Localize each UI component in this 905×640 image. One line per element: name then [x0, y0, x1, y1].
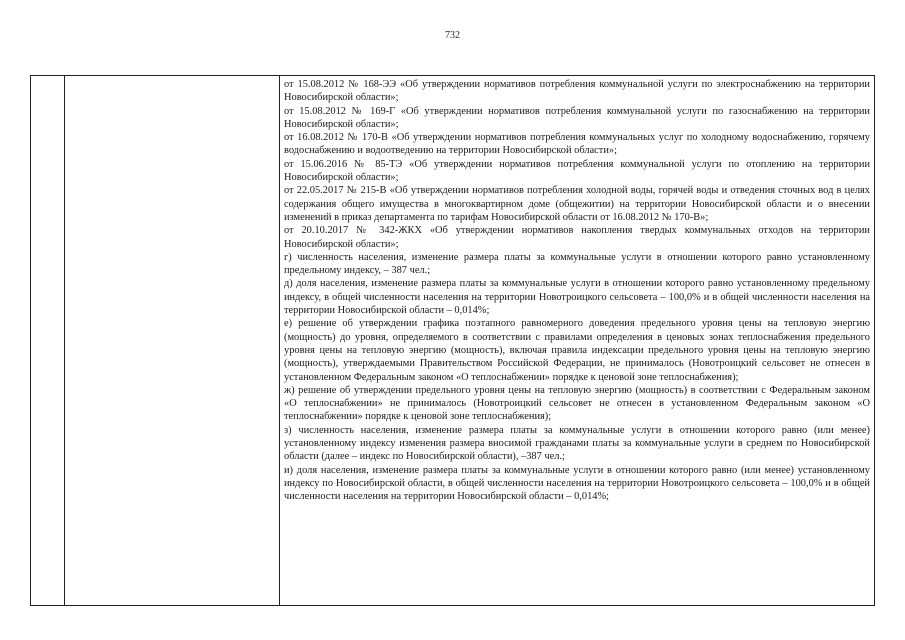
table-column-title	[65, 76, 280, 605]
table-column-content	[280, 76, 874, 605]
document-table	[30, 75, 875, 606]
paragraph: д) доля населения, изменение размера платы за коммунальные услуги в отношении которого равно установленному предельному индексу, в общей численности населения на территории Новотроицкого сельсовета – 100,0% и в общей численности населения на территории Новосибирской области – 0,014%;	[284, 278, 870, 317]
paragraph: от 15.08.2012 № 168-ЭЭ «Об утверждении нормативов потребления коммунальной услуги по электроснабжению на территории Новосибирской области»;	[284, 79, 870, 104]
paragraph: е) решение об утверждении графика поэтапного равномерного доведения предельного уровня цены на тепловую энергию (мощность) до уровня, определяемого в соответствии с правилами определения в ценовых зонах теплоснабжения предельного уровня цены на тепловую энергию (мощность), включая правила индексации предельного уровня цены на тепловую энергию (мощность), утверждаемыми Правительством Российской Федерации, не принималось (Новотроицкий сельсовет не отнесен в установленном Федеральным законом «О теплоснабжении» порядке к ценовой зоне теплоснабжения);	[284, 318, 870, 383]
paragraph: от 16.08.2012 № 170-В «Об утверждении нормативов потребления коммунальных услуг по холодному водоснабжению, горячему водоснабжению и водоотведению на территории Новосибирской области»;	[284, 132, 870, 157]
table-column-number	[31, 76, 65, 605]
paragraph: от 15.08.2012 № 169-Г «Об утверждении нормативов потребления коммунальной услуги по газоснабжению на территории Новосибирской области»;	[284, 105, 870, 130]
paragraph: з) численность населения, изменение размера платы за коммунальные услуги в отношении которого равно (или менее) установленному индексу изменения размера вносимой гражданами платы за коммунальные услуги в среднем по Новосибирской области (далее – индекс по Новосибирской области), –387 чел.;	[284, 424, 870, 463]
paragraph: от 15.06.2016 № 85-ТЭ «Об утверждении нормативов потребления коммунальной услуги по отоплению на территории Новосибирской области»;	[284, 158, 870, 184]
paragraph: от 22.05.2017 № 215-В «Об утверждении нормативов потребления холодной воды, горячей воды и отведения сточных вод в целях содержания общего имущества в многоквартирном доме (общежитии) на территории Новосибирской области и о внесении изменений в приказ департамента по тарифам Новосибирской области от 16.08.2012 № 170-В»;	[284, 185, 870, 223]
paragraph: от 20.10.2017 № 342-ЖКХ «Об утверждении нормативов накопления твердых коммунальных отходов на территории Новосибирской области»;	[284, 225, 870, 250]
paragraph: г) численность населения, изменение размера платы за коммунальные услуги в отношении которого равно установленному предельному индексу, – 387 чел.;	[284, 251, 870, 277]
page-number: 732	[445, 30, 460, 41]
paragraph: ж) решение об утверждении предельного уровня цены на тепловую энергию (мощность) в соответствии с Федеральным законом «О теплоснабжении» не принималось (Новотроицкий сельсовет не отнесен в установленном Федеральным законом «О теплоснабжении» порядке к ценовой зоне теплоснабжения);	[284, 384, 870, 423]
paragraph: и) доля населения, изменение размера платы за коммунальные услуги в отношении которого равно (или менее) установленному индексу по Новосибирской области, в общей численности населения на территории Новотроицкого сельсовета – 100,0% и в общей численности населения на территории Новосибирской области – 0,014%;	[284, 464, 870, 503]
